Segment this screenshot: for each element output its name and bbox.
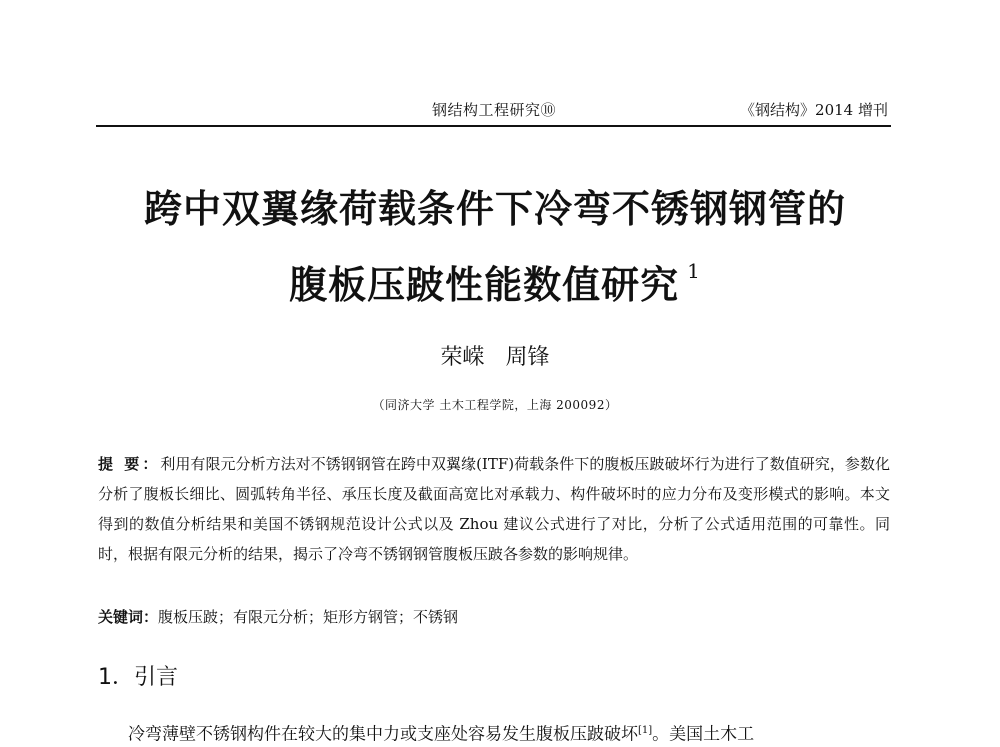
title-line-1: 跨中双翼缘荷载条件下冷弯不锈钢钢管的	[143, 187, 846, 231]
title-line-2	[0, 240, 990, 316]
running-header-series: 钢结构工程研究⑩	[432, 101, 557, 119]
abstract	[98, 449, 890, 569]
header-rule	[96, 125, 891, 127]
running-header-journal: 《钢结构》2014 增刊	[740, 101, 888, 119]
abstract-label: 提 要：	[98, 455, 161, 473]
title-line-2-text: 腹板压跛性能数值研究	[289, 263, 680, 307]
title-footnote-marker: 1	[687, 259, 701, 283]
body-text-tail: 。美国土木工	[652, 724, 755, 745]
keywords-label: 关键词：	[98, 608, 159, 626]
keywords	[98, 603, 890, 631]
body-paragraph	[128, 719, 893, 747]
affiliation: （同济大学 土木工程学院，上海 200092）	[372, 398, 618, 412]
section-heading-introduction: 1．引言	[98, 665, 178, 690]
paper-title	[0, 178, 990, 316]
author-list: 荣嵘 周锋	[440, 345, 550, 370]
keywords-text: 腹板压跛；有限元分析；矩形方钢管；不锈钢	[158, 608, 459, 626]
abstract-text: 利用有限元分析方法对不锈钢钢管在跨中双翼缘(ITF)荷载条件下的腹板压跛破坏行为进行了数值研究，参数化分析了腹板长细比、圆弧转角半径、承压长度及截面高宽比对承载力、构件破坏时的应力分布及变形模式的影响。本文得到的数值分析结果和美国不锈钢规范设计公式以及 Zhou 建议公式进行了对比，分析了公式适用范围的可靠性。同时，根据有限元分析的结果，揭示了冷弯不锈钢钢管腹板压跛各参数的影响规律。	[98, 455, 890, 563]
body-text-start: 冷弯薄壁不锈钢构件在较大的集中力或支座处容易发生腹板压跛破坏	[128, 724, 638, 745]
citation-ref: [1]	[638, 725, 653, 736]
